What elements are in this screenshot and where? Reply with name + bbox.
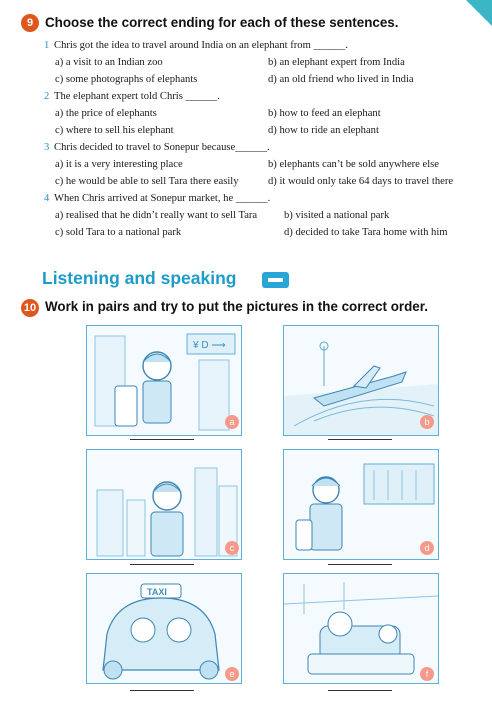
option-4b[interactable]: b) visited a national park: [284, 210, 390, 221]
picture-b[interactable]: [283, 325, 439, 436]
question-4: [44, 193, 270, 204]
picture-label-a: a: [225, 415, 239, 429]
page-corner-decoration: [466, 0, 492, 26]
question-stem: When Chris arrived at Sonepur market, he ______.: [54, 193, 271, 204]
exercise-10-number: 10: [21, 299, 39, 317]
answer-line-d[interactable]: [328, 564, 392, 565]
option-2b[interactable]: b) how to feed an elephant: [268, 108, 381, 119]
question-2: [44, 91, 220, 102]
option-1a[interactable]: a) a visit to an Indian zoo: [55, 57, 163, 68]
question-number: 4: [44, 193, 50, 204]
exercise-9-title: Choose the correct ending for each of these sentences.: [45, 15, 399, 30]
option-4c[interactable]: c) sold Tara to a national park: [55, 227, 182, 238]
option-3d[interactable]: d) it would only take 64 days to travel there: [268, 176, 454, 187]
question-number: 2: [44, 91, 50, 102]
question-3: [44, 142, 270, 153]
exercise-9-number: 9: [21, 14, 39, 32]
question-stem: The elephant expert told Chris ______.: [54, 91, 220, 102]
picture-a[interactable]: [86, 325, 242, 436]
picture-label-c: c: [225, 541, 239, 555]
option-4a[interactable]: a) realised that he didn’t really want to sell Tara: [55, 210, 258, 221]
option-1b[interactable]: b) an elephant expert from India: [268, 57, 405, 68]
answer-line-b[interactable]: [328, 439, 392, 440]
picture-d[interactable]: [283, 449, 439, 560]
picture-label-b: b: [420, 415, 434, 429]
question-stem: Chris got the idea to travel around India on an elephant from ______.: [54, 40, 348, 51]
picture-label-f: f: [420, 667, 434, 681]
option-1d[interactable]: d) an old friend who lived in India: [268, 74, 414, 85]
option-2c[interactable]: c) where to sell his elephant: [55, 125, 174, 136]
picture-e[interactable]: [86, 573, 242, 684]
option-2a[interactable]: a) the price of elephants: [55, 108, 157, 119]
option-1c[interactable]: c) some photographs of elephants: [55, 74, 198, 85]
option-3b[interactable]: b) elephants can’t be sold anywhere else: [268, 159, 440, 170]
listening-icon: [262, 272, 289, 288]
answer-line-a[interactable]: [130, 439, 194, 440]
picture-label-d: d: [420, 541, 434, 555]
question-stem: Chris decided to travel to Sonepur because______.: [54, 142, 270, 153]
question-number: 3: [44, 142, 50, 153]
option-3c[interactable]: c) he would be able to sell Tara there easily: [55, 176, 239, 187]
taxi-sign-text: TAXI: [147, 587, 167, 597]
airport-sign-text: ¥ D ⟶: [193, 340, 226, 351]
picture-label-e: e: [225, 667, 239, 681]
section-title: Listening and speaking: [42, 268, 237, 288]
option-3a[interactable]: a) it is a very interesting place: [55, 159, 183, 170]
option-2d[interactable]: d) how to ride an elephant: [268, 125, 379, 136]
picture-f[interactable]: [283, 573, 439, 684]
exercise-10-title: Work in pairs and try to put the pictures in the correct order.: [45, 299, 428, 314]
answer-line-c[interactable]: [130, 564, 194, 565]
picture-c[interactable]: [86, 449, 242, 560]
answer-line-e[interactable]: [130, 690, 194, 691]
question-number: 1: [44, 40, 50, 51]
option-4d[interactable]: d) decided to take Tara home with him: [284, 227, 448, 238]
question-1: [44, 40, 348, 51]
answer-line-f[interactable]: [328, 690, 392, 691]
